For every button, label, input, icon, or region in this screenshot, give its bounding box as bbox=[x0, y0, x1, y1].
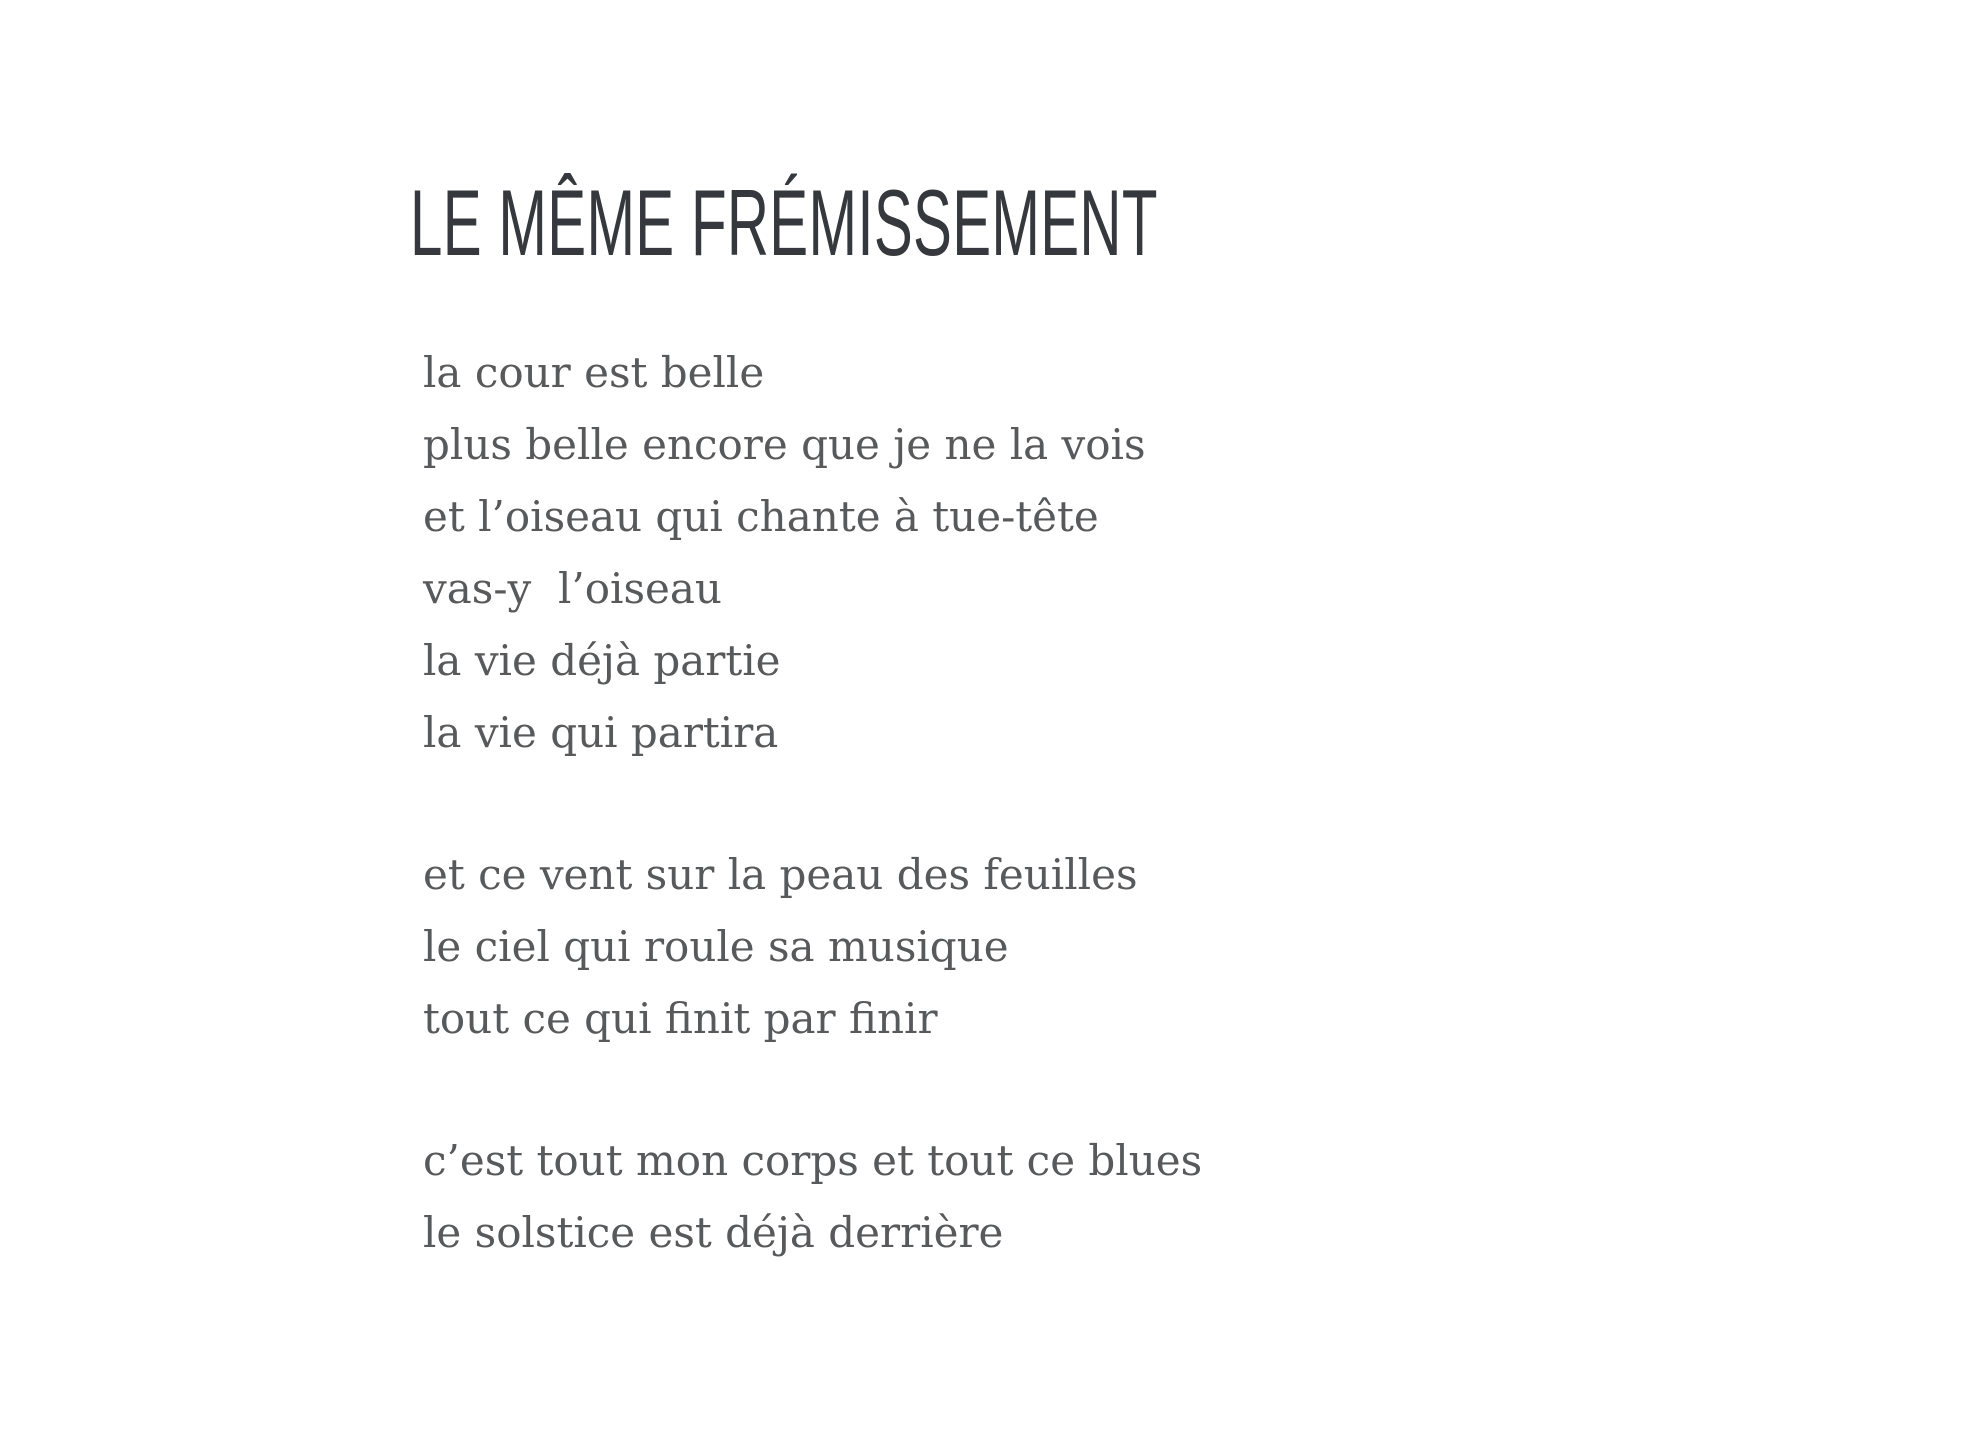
poem-line: la vie qui partira bbox=[423, 708, 779, 757]
poem-line: le ciel qui roule sa musique bbox=[423, 922, 1009, 971]
poem-line: et ce vent sur la peau des feuilles bbox=[423, 850, 1138, 899]
poem-line: la vie déjà partie bbox=[423, 636, 781, 685]
stanza bbox=[423, 337, 1984, 769]
poem bbox=[423, 337, 1984, 1269]
poem-line: la cour est belle bbox=[423, 348, 765, 397]
poem-line: c’est tout mon corps et tout ce blues bbox=[423, 1136, 1203, 1185]
poem-line: vas-y l’oiseau bbox=[423, 564, 722, 613]
poem-line: plus belle encore que je ne la vois bbox=[423, 420, 1146, 469]
stanza bbox=[423, 1125, 1984, 1269]
poem-title: LE MÊME FRÉMISSEMENT bbox=[410, 170, 1158, 275]
stanza bbox=[423, 839, 1984, 1055]
poem-line: le solstice est déjà derrière bbox=[423, 1208, 1004, 1257]
poem-line: tout ce qui finit par finir bbox=[423, 994, 938, 1043]
poem-line: et l’oiseau qui chante à tue-tête bbox=[423, 492, 1099, 541]
